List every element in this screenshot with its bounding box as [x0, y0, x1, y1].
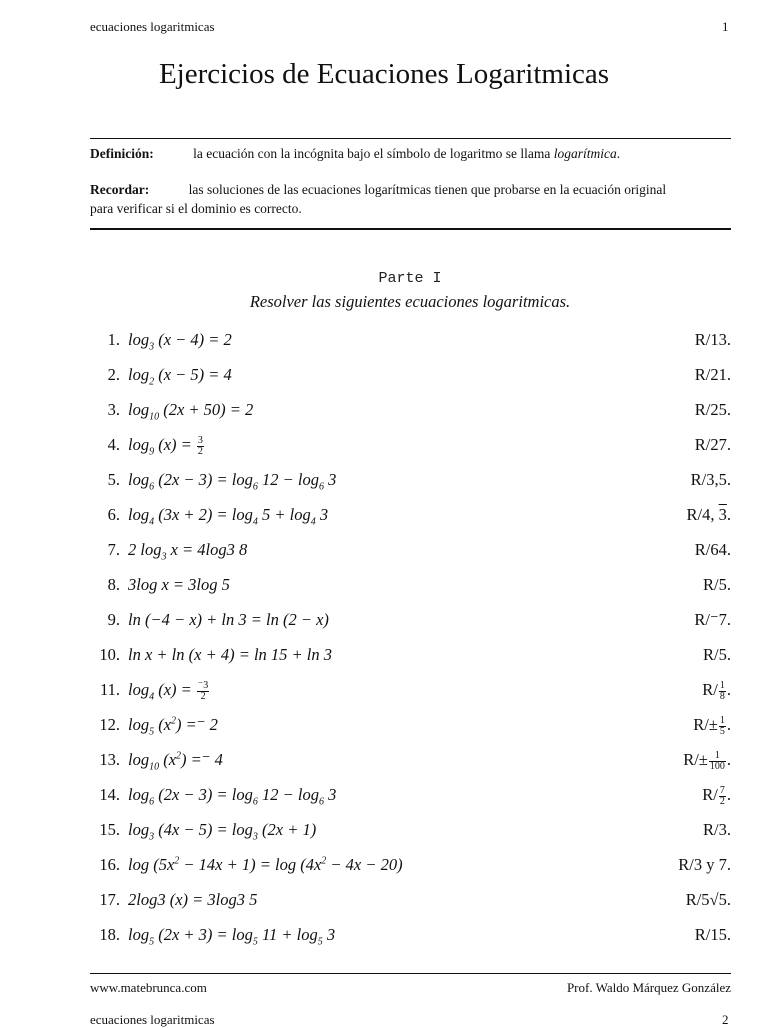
- exercise-row: [90, 610, 731, 634]
- exercise-row: [90, 330, 731, 354]
- exercise-answer: R/3,5.: [690, 470, 731, 489]
- exercise-number: 9.: [107, 610, 120, 629]
- exercise-answer: R/3.: [703, 820, 731, 839]
- exercise-row: [90, 505, 731, 529]
- exercise-answer: R/5√5.: [685, 890, 731, 909]
- exercise-equation: $\log_{10} (2x + 50) = 2$: [128, 400, 254, 423]
- definicion-label: Definición:: [90, 146, 154, 161]
- next-page-number: 2: [722, 1012, 729, 1027]
- exercise-answer: R/15.: [694, 925, 731, 944]
- exercise-equation: $\log_3 (4x - 5) = \log_3 (2x + 1)$: [128, 820, 317, 843]
- definicion-emph: logarítmica: [553, 146, 617, 161]
- recordar-line2: para verificar si el dominio es correcto.: [90, 201, 302, 216]
- exercise-answer: R/ $\frac{7}{2}$ .: [702, 784, 731, 807]
- exercise-row: [90, 855, 731, 879]
- exercise-number: 2.: [107, 365, 120, 384]
- exercise-equation: $\log_6 (2x - 3) = \log_6 12 - \log_6 3$: [128, 470, 337, 493]
- exercise-equation: $\log_4 (x)$ = $\frac{^-3}{2}$: [128, 679, 209, 703]
- exercise-row: [90, 400, 731, 424]
- page-number: 1: [722, 19, 729, 34]
- exercise-row: [90, 680, 731, 704]
- exercise-row: [90, 575, 731, 599]
- exercise-row: [90, 785, 731, 809]
- exercise-number: 6.: [107, 505, 120, 524]
- exercise-number: 7.: [107, 540, 120, 559]
- exercise-answer: R/± $\frac{1}{5}$ .: [693, 714, 731, 737]
- exercise-equation: ln x + ln (x + 4) = ln 15 + ln 3: [128, 645, 333, 664]
- recordar-label: Recordar:: [90, 182, 150, 197]
- exercise-answer: R/3 y 7.: [678, 855, 731, 874]
- footer-author: Prof. Waldo Márquez González: [566, 980, 731, 995]
- exercise-row: [90, 645, 731, 669]
- definicion-block: [90, 144, 731, 163]
- exercise-number: 3.: [107, 400, 120, 419]
- exercise-number: 18.: [99, 925, 120, 944]
- exercise-equation: $\log_2 (x - 5) = 4$: [128, 365, 232, 388]
- page-title: Ejercicios de Ecuaciones Logaritmicas: [158, 58, 610, 90]
- exercise-number: 1.: [107, 330, 120, 349]
- exercise-row: [90, 470, 731, 494]
- recordar-block: [90, 180, 731, 218]
- parte-heading: Parte I: [378, 270, 442, 287]
- exercise-equation: $\log_9 (x)$ = $\frac{3}{2}$: [128, 434, 203, 458]
- exercise-answer: R/ $\frac{1}{8}$ .: [702, 679, 731, 702]
- exercise-answer: R/4, 3.: [686, 505, 731, 524]
- bottom-rule: [90, 228, 731, 230]
- exercise-equation: $\log_{10} (x^2)$ =⁻ 4: [128, 750, 223, 773]
- exercise-equation: ln (−4 − x) + ln 3 = ln (2 − x): [128, 610, 329, 629]
- exercise-number: 10.: [99, 645, 120, 664]
- exercise-equation: $\log_5 (x^2)$ =⁻ 2: [128, 715, 218, 738]
- exercise-answer: R/64.: [694, 540, 731, 559]
- exercise-number: 15.: [99, 820, 120, 839]
- exercise-number: 17.: [99, 890, 120, 909]
- exercise-answer: R/25.: [694, 400, 731, 419]
- footer-website: www.matebrunca.com: [90, 980, 207, 995]
- exercise-equation: $\log_3 (x - 4) = 2$: [128, 330, 232, 353]
- recordar-line1: las soluciones de las ecuaciones logarítmicas tienen que probarse en la ecuación original: [188, 182, 667, 197]
- definicion-end: .: [616, 146, 621, 161]
- exercise-equation: $\log_5 (2x + 3) = \log_5 11 + \log_5 3$: [128, 925, 336, 948]
- exercise-equation: 3log x = 3log 5: [128, 575, 230, 594]
- exercise-equation: $\log_6 (2x - 3) = \log_6 12 - \log_6 3$: [128, 785, 337, 808]
- exercise-answer: R/27.: [694, 435, 731, 454]
- exercise-row: [90, 365, 731, 389]
- exercise-number: 8.: [107, 575, 120, 594]
- exercise-row: [90, 890, 731, 914]
- exercise-answer: R/21.: [694, 365, 731, 384]
- exercise-answer: R/⁻7.: [694, 610, 731, 629]
- exercise-number: 12.: [99, 715, 120, 734]
- exercise-row: [90, 435, 731, 459]
- footer-rule: [90, 973, 731, 974]
- exercise-number: 11.: [99, 680, 120, 699]
- exercise-number: 4.: [107, 435, 120, 454]
- exercise-number: 5.: [107, 470, 120, 489]
- exercise-equation: $\log_4 (3x + 2) = \log_4 5 + \log_4 3$: [128, 505, 329, 528]
- exercise-number: 13.: [99, 750, 120, 769]
- running-header: ecuaciones logaritmicas: [90, 19, 215, 34]
- exercise-row: [90, 540, 731, 564]
- exercise-answer: R/5.: [703, 645, 731, 664]
- next-page-header: ecuaciones logaritmicas: [90, 1012, 215, 1027]
- exercise-answer: R/± $\frac{1}{100}$ .: [683, 749, 731, 772]
- instruction: Resolver las siguientes ecuaciones logaritmicas.: [249, 292, 571, 311]
- exercise-answer: R/13.: [694, 330, 731, 349]
- exercise-row: [90, 925, 731, 949]
- exercise-row: [90, 750, 731, 774]
- exercise-equation: $\log (5x^2 - 14x + 1) = \log (4x^2 - 4x - 20)$: [128, 855, 403, 874]
- exercise-row: [90, 715, 731, 739]
- exercise-answer: R/5.: [703, 575, 731, 594]
- exercise-equation: 2 $\log_3 x = 4\log 3$ 8: [128, 540, 248, 563]
- definicion-text: la ecuación con la incógnita bajo el símbolo de logaritmo se llama: [193, 146, 551, 161]
- exercise-row: [90, 820, 731, 844]
- exercise-number: 14.: [99, 785, 120, 804]
- exercise-equation: 2log3 (x) = 3log3 5: [128, 890, 258, 909]
- top-rule: [90, 138, 731, 139]
- exercise-number: 16.: [99, 855, 120, 874]
